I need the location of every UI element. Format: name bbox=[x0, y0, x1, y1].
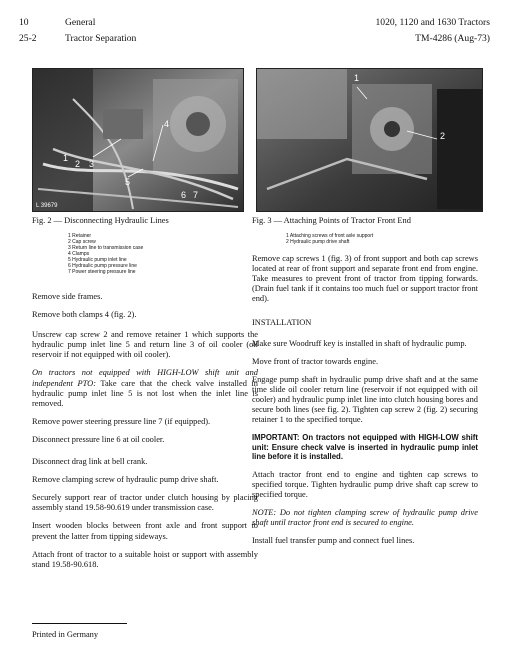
left-column bbox=[32, 292, 258, 578]
paragraph: Move front of tractor towards engine. bbox=[252, 356, 379, 366]
figure-3-photo bbox=[256, 68, 483, 212]
fig2-callout-3: 3 bbox=[89, 159, 95, 169]
paragraph: Engage pump shaft in hydraulic pump drive shaft and at the same time slide oil cooler return line (reservoir if not equipped with oil cooler) and hydraulic pump inlet line into clutch housing bores and secure both lines (see fig. 2). Tighten cap screw 2 (fig. 2) securing retainer 1 to the specified torque. bbox=[252, 374, 478, 425]
figure-2-photo bbox=[32, 68, 244, 212]
section-number: 25-2 bbox=[19, 33, 37, 44]
fig2-callout-2: 2 bbox=[75, 159, 81, 169]
important-notice bbox=[252, 433, 478, 462]
paragraph: Remove cap screws 1 (fig. 3) of front support and both cap screws located at rear of front support and separate front end from engine. Take measures to prevent front of tractor from tipping forwards. (Drain fuel tank if it contains too much fuel or support tractor front end). bbox=[252, 254, 478, 304]
paragraph bbox=[32, 368, 258, 408]
section-title: General bbox=[65, 17, 96, 28]
paragraph: Attach tractor front end to engine and tighten cap screws to specified torque. Tighten hydraulic pump drive shaft cap screw to specified torque. bbox=[252, 470, 478, 500]
legend-item: 4 Clamps bbox=[68, 251, 90, 257]
legend-item: 1 Retainer bbox=[68, 233, 92, 239]
paragraph: Install fuel transfer pump and connect fuel lines. bbox=[252, 536, 415, 546]
paragraph: Disconnect pressure line 6 at oil cooler. bbox=[32, 434, 165, 444]
paragraph: Remove both clamps 4 (fig. 2). bbox=[32, 310, 137, 320]
paragraph: Unscrew cap screw 2 and remove retainer 1 which supports the hydraulic pump inlet line 5 and return line 3 of oil cooler (oil reservoir if not equipped with oil cooler). bbox=[32, 330, 258, 360]
legend-item: 2 Hydraulic pump drive shaft bbox=[286, 239, 350, 245]
right-column bbox=[252, 254, 478, 555]
fig2-callout-4: 4 bbox=[164, 119, 170, 129]
fig3-callout-1: 1 bbox=[354, 73, 360, 83]
manual-code: TM-4286 (Aug-73) bbox=[415, 33, 490, 44]
paragraph: Make sure Woodruff key is installed in shaft of hydraulic pump. bbox=[252, 338, 467, 348]
footer-rule bbox=[32, 623, 127, 624]
figure-2-caption: Fig. 2 — Disconnecting Hydraulic Lines bbox=[32, 216, 169, 225]
manual-title: 1020, 1120 and 1630 Tractors bbox=[375, 17, 490, 28]
fig2-callout-6: 6 bbox=[181, 190, 187, 200]
legend-item: 7 Power steering pressure line bbox=[68, 269, 136, 275]
figure-2-legend bbox=[68, 233, 143, 275]
paragraph: Disconnect drag link at bell crank. bbox=[32, 457, 148, 467]
subsection-title: Tractor Separation bbox=[65, 33, 137, 44]
figure-3-illustration bbox=[257, 69, 482, 211]
paragraph: Insert wooden blocks between front axle and front support to prevent the latter from tipping sideways. bbox=[32, 521, 258, 541]
section-heading: INSTALLATION bbox=[252, 318, 312, 328]
figure-3-legend bbox=[286, 233, 373, 245]
legend-item: 6 Hydraulic pump pressure line bbox=[68, 263, 137, 269]
legend-item: 5 Hydraulic pump inlet line bbox=[68, 257, 127, 263]
paragraph-text: Take care that the check valve installed in hydraulic pump inlet line 5 is not lost when the inlet line is removed. bbox=[32, 378, 258, 408]
fig3-callout-2: 2 bbox=[440, 131, 446, 141]
legend-item: 1 Attaching screws of front axle support bbox=[286, 233, 374, 239]
italic-condition: On tractors not equipped with HIGH-LOW shift unit and independent PTO: bbox=[32, 368, 258, 388]
printed-in: Printed in Germany bbox=[32, 630, 99, 639]
figure-3-caption: Fig. 3 — Attaching Points of Tractor Front End bbox=[252, 216, 411, 225]
page-number: 10 bbox=[19, 17, 29, 28]
paragraph: Remove power steering pressure line 7 (if equipped). bbox=[32, 416, 211, 426]
paragraph: Securely support rear of tractor under clutch housing by placing assembly stand 19.58-90.619 under transmission case. bbox=[32, 493, 258, 513]
note: NOTE: Do not tighten clamping screw of hydraulic pump drive shaft until tractor front end is secured to engine. bbox=[252, 508, 478, 528]
legend-item: 3 Return line to transmission case bbox=[68, 245, 144, 251]
fig2-callout-1: 1 bbox=[63, 153, 69, 163]
legend-item: 2 Cap screw bbox=[68, 239, 96, 245]
fig2-callout-7: 7 bbox=[193, 190, 199, 200]
paragraph: Attach front of tractor to a suitable hoist or support with assembly stand 19.58-90.618. bbox=[32, 549, 258, 569]
paragraph: Remove clamping screw of hydraulic pump drive shaft. bbox=[32, 475, 219, 485]
important-text: On tractors not equipped with HIGH-LOW shift unit: Ensure check valve is inserted in hydraulic pump inlet line before it is installed. bbox=[252, 433, 478, 462]
figure-2-illustration bbox=[33, 69, 243, 211]
fig2-photo-id: L 39679 bbox=[36, 203, 58, 209]
important-label: IMPORTANT: bbox=[252, 433, 300, 443]
fig2-callout-5: 5 bbox=[125, 177, 131, 187]
paragraph: Remove side frames. bbox=[32, 292, 103, 301]
